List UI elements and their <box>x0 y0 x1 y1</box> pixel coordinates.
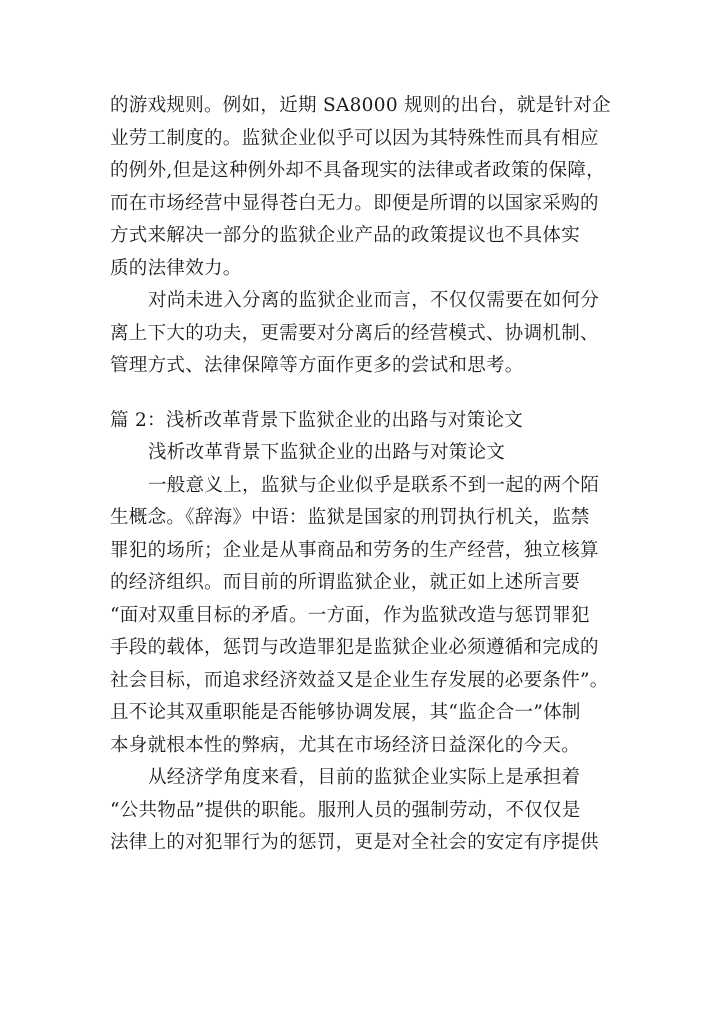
text-line: 罪犯的场所；企业是从事商品和劳务的生产经营，独立核算 <box>110 539 599 561</box>
paragraph-2 <box>110 285 630 383</box>
text-line: 生概念。《辞海》中语：监狱是国家的刑罚执行机关，监禁 <box>110 507 590 528</box>
text-line: 手段的载体，惩罚与改造罪犯是监狱企业必须遵循和完成的 <box>110 637 599 658</box>
text-line: 而在市场经营中显得苍白无力。即便是所谓的以国家采购的 <box>110 192 599 214</box>
text-line: 且不论其双重职能是否能够协调发展，其“监企合一”体制 <box>110 702 581 723</box>
text-line: 社会目标，而追求经济效益又是企业生存发展的必要条件”。 <box>110 669 609 691</box>
text-line: 管理方式、法律保障等方面作更多的尝试和思考。 <box>110 355 524 376</box>
section-gap <box>110 383 630 405</box>
paragraph-4 <box>110 762 630 860</box>
text-line: 质的法律效力。 <box>110 257 242 279</box>
document-page <box>110 90 630 860</box>
paragraph-1 <box>110 90 630 285</box>
text-line: 本身就根本性的弊病，尤其在市场经济日益深化的今天。 <box>110 734 581 756</box>
text-line: “公共物品”提供的职能。服刑人员的强制劳动，不仅仅是 <box>110 799 581 821</box>
article-subtitle: 浅析改革背景下监狱企业的出路与对策论文 <box>148 442 506 463</box>
text-line: 法律上的对犯罪行为的惩罚，更是对全社会的安定有序提供 <box>110 832 599 853</box>
text-line: “面对双重目标的矛盾。一方面，作为监狱改造与惩罚罪犯 <box>110 604 590 626</box>
text-line: 的经济组织。而目前的所谓监狱企业，就正如上述所言要 <box>110 572 581 593</box>
text-line: 方式来解决一部分的监狱企业产品的政策提议也不具体实 <box>110 225 581 246</box>
text-line: 离上下大的功夫，更需要对分离后的经营模式、协调机制、 <box>110 322 599 344</box>
text-line: 的例外,但是这种例外却不具备现实的法律或者政策的保障， <box>110 160 605 181</box>
text-line: 业劳工制度的。监狱企业似乎可以因为其特殊性而具有相应 <box>110 127 599 149</box>
text-line: 一般意义上，监狱与企业似乎是联系不到一起的两个陌 <box>148 474 600 496</box>
text-line: 从经济学角度来看，目前的监狱企业实际上是承担着 <box>148 767 581 788</box>
paragraph-3 <box>110 470 630 763</box>
text-line: 对尚未进入分离的监狱企业而言，不仅仅需要在如何分 <box>148 290 600 311</box>
text-line: 的游戏规则。例如，近期 SA8000 规则的出台，就是针对企 <box>110 95 611 116</box>
section-heading: 篇 2：浅析改革背景下监狱企业的出路与对策论文 <box>110 409 524 431</box>
